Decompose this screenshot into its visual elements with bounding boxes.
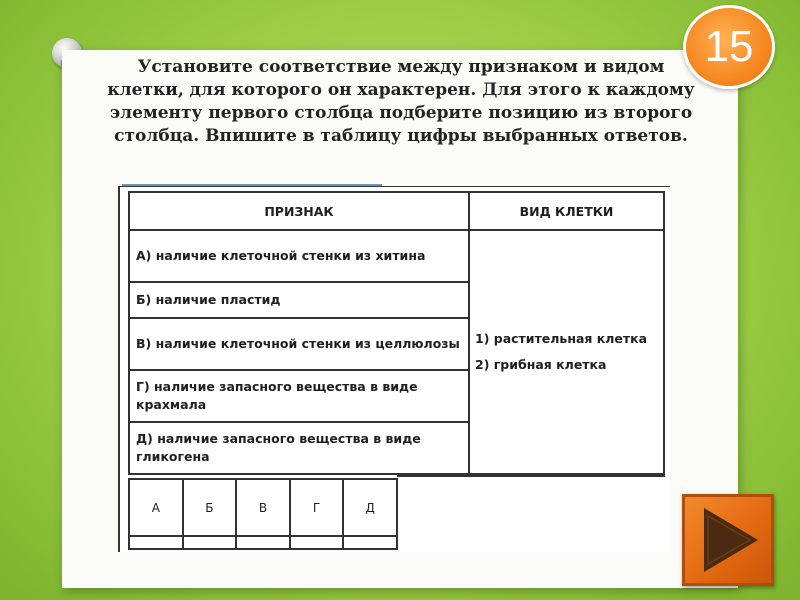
matching-table [128,191,665,475]
answer-letters-row [129,479,397,536]
feature-cell: В) наличие клеточной стенки из целлюлозы [129,318,469,370]
feature-cell: Г) наличие запасного вещества в виде крахмала [129,370,469,422]
answer-letter: В [236,479,290,536]
answer-input-row [129,536,397,549]
task-instruction: Установите соответствие между признаком и видом клетки, для которого он характерен. Для этого к каждому элементу первого столбца подберите позицию из второго столбца. Впишите в таблицу цифры выбранных ответов. [107,57,695,146]
divider [118,186,120,552]
cell-type-column-header: ВИД КЛЕТКИ [469,192,664,230]
feature-column-header: ПРИЗНАК [129,192,469,230]
cell-type-option: 2) грибная клетка [475,357,607,372]
table-header-row [129,192,664,230]
answer-cell[interactable] [236,536,290,549]
slide-number-badge: 15 [683,5,775,89]
answer-letter: А [129,479,183,536]
feature-cell: Б) наличие пластид [129,282,469,318]
cell-type-option: 1) растительная клетка [475,331,648,346]
divider [397,475,665,477]
feature-cell: А) наличие клеточной стенки из хитина [129,230,469,282]
answer-cell[interactable] [129,536,183,549]
answer-letter: Б [183,479,237,536]
task-table-area [118,186,670,552]
answer-table [128,478,398,550]
cell-types-cell [469,230,664,474]
feature-cell: Д) наличие запасного вещества в виде гликогена [129,422,469,474]
answer-letter: Г [290,479,344,536]
answer-cell[interactable] [290,536,344,549]
answer-cell[interactable] [343,536,397,549]
divider [118,186,670,187]
next-slide-button[interactable] [682,494,774,586]
answer-cell[interactable] [183,536,237,549]
play-arrow-icon [682,494,774,586]
answer-letter: Д [343,479,397,536]
table-row [129,230,664,282]
